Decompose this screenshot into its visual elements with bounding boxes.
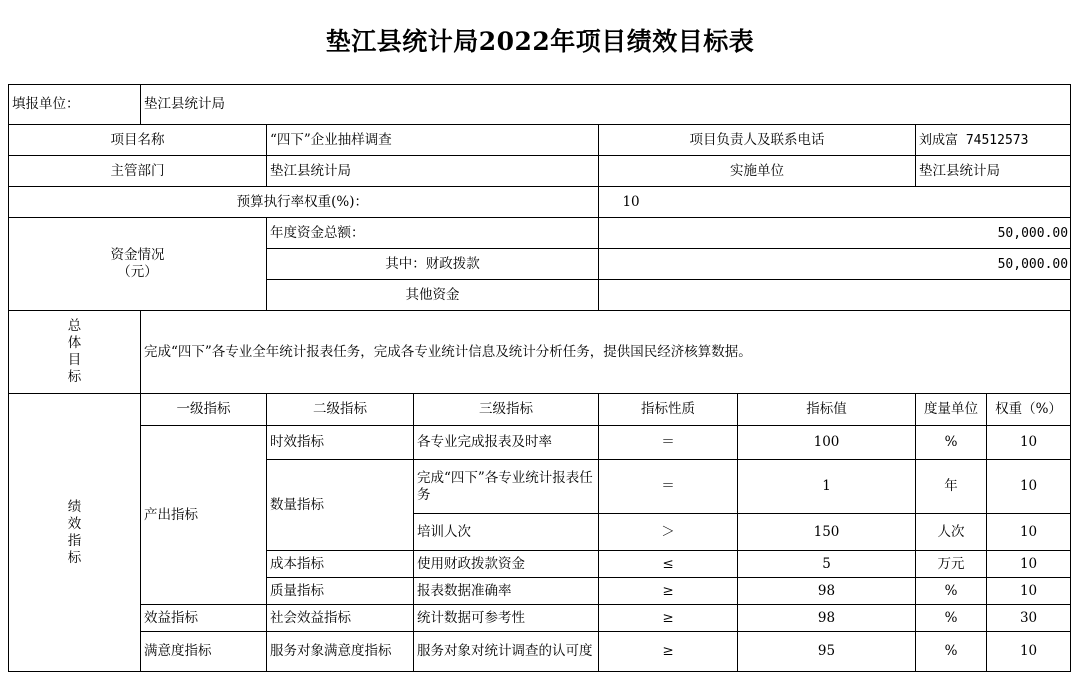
goal-text: 完成“四下”各专业全年统计报表任务，完成各专业统计信息及统计分析任务，提供国民经济核算数据。	[141, 311, 1071, 394]
level1-cell: 满意度指标	[141, 632, 267, 672]
annual-total-value: 50,000.00	[599, 218, 1071, 249]
nature-cell: ≥	[599, 578, 738, 605]
header-level1: 一级指标	[141, 394, 267, 426]
level3-cell: 服务对象对统计调查的认可度	[414, 632, 599, 672]
unit-cell: %	[916, 605, 987, 632]
performance-table	[8, 84, 1071, 672]
weight-cell: 10	[987, 578, 1071, 605]
fiscal-label: 其中：财政拨款	[267, 249, 599, 280]
level1-cell: 效益指标	[141, 605, 267, 632]
other-value	[599, 280, 1071, 311]
page-title: 垫江县统计局2022年项目绩效目标表	[325, 27, 755, 56]
value-cell: 150	[738, 514, 916, 551]
nature-cell: ≥	[599, 605, 738, 632]
level2-cell: 数量指标	[267, 460, 414, 551]
level3-cell: 统计数据可参考性	[414, 605, 599, 632]
project-name-value: “四下”企业抽样调查	[267, 125, 599, 156]
unit-cell: 年	[916, 460, 987, 514]
value-cell: 1	[738, 460, 916, 514]
contact-label: 项目负责人及联系电话	[599, 125, 916, 156]
budget-weight-value: 10	[599, 187, 1071, 218]
annual-total-label: 年度资金总额：	[267, 218, 599, 249]
table-row	[9, 605, 1071, 632]
level3-cell: 报表数据准确率	[414, 578, 599, 605]
unit-cell: %	[916, 632, 987, 672]
goal-label: 总 体 目 标	[9, 311, 141, 394]
unit-cell: %	[916, 578, 987, 605]
level1-cell: 产出指标	[141, 426, 267, 605]
level3-cell: 各专业完成报表及时率	[414, 426, 599, 460]
weight-cell: 10	[987, 551, 1071, 578]
header-level3: 三级指标	[414, 394, 599, 426]
header-level2: 二级指标	[267, 394, 414, 426]
level3-cell: 培训人次	[414, 514, 599, 551]
fiscal-value: 50,000.00	[599, 249, 1071, 280]
table-row	[9, 426, 1071, 460]
value-cell: 95	[738, 632, 916, 672]
unit-cell: %	[916, 426, 987, 460]
level2-cell: 成本指标	[267, 551, 414, 578]
level2-cell: 时效指标	[267, 426, 414, 460]
level2-cell: 社会效益指标	[267, 605, 414, 632]
value-cell: 98	[738, 578, 916, 605]
header-unit: 度量单位	[916, 394, 987, 426]
nature-cell: ＝	[599, 426, 738, 460]
level2-cell: 服务对象满意度指标	[267, 632, 414, 672]
funds-label-line2: （元）	[117, 264, 158, 280]
fill-unit-value: 垫江县统计局	[141, 85, 1071, 125]
unit-cell: 万元	[916, 551, 987, 578]
weight-cell: 10	[987, 426, 1071, 460]
funds-label-line1: 资金情况	[110, 247, 165, 263]
impl-label: 实施单位	[599, 156, 916, 187]
nature-cell: ≤	[599, 551, 738, 578]
dept-label: 主管部门	[9, 156, 267, 187]
level3-cell: 使用财政拨款资金	[414, 551, 599, 578]
budget-weight-label: 预算执行率权重(%)：	[9, 187, 599, 218]
dept-value: 垫江县统计局	[267, 156, 599, 187]
nature-cell: ＞	[599, 514, 738, 551]
header-value: 指标值	[738, 394, 916, 426]
impl-value: 垫江县统计局	[916, 156, 1071, 187]
level2-cell: 质量指标	[267, 578, 414, 605]
level3-cell: 完成“四下”各专业统计报表任务	[414, 460, 599, 514]
other-label: 其他资金	[267, 280, 599, 311]
perf-label: 绩 效 指 标	[9, 394, 141, 672]
weight-cell: 30	[987, 605, 1071, 632]
contact-value: 刘成富 74512573	[916, 125, 1071, 156]
nature-cell: ≥	[599, 632, 738, 672]
value-cell: 100	[738, 426, 916, 460]
funds-label	[9, 218, 267, 311]
nature-cell: ＝	[599, 460, 738, 514]
weight-cell: 10	[987, 460, 1071, 514]
weight-cell: 10	[987, 632, 1071, 672]
fill-unit-label: 填报单位：	[9, 85, 141, 125]
project-name-label: 项目名称	[9, 125, 267, 156]
value-cell: 98	[738, 605, 916, 632]
table-row	[9, 632, 1071, 672]
weight-cell: 10	[987, 514, 1071, 551]
value-cell: 5	[738, 551, 916, 578]
header-nature: 指标性质	[599, 394, 738, 426]
header-weight: 权重（%）	[987, 394, 1071, 426]
unit-cell: 人次	[916, 514, 987, 551]
